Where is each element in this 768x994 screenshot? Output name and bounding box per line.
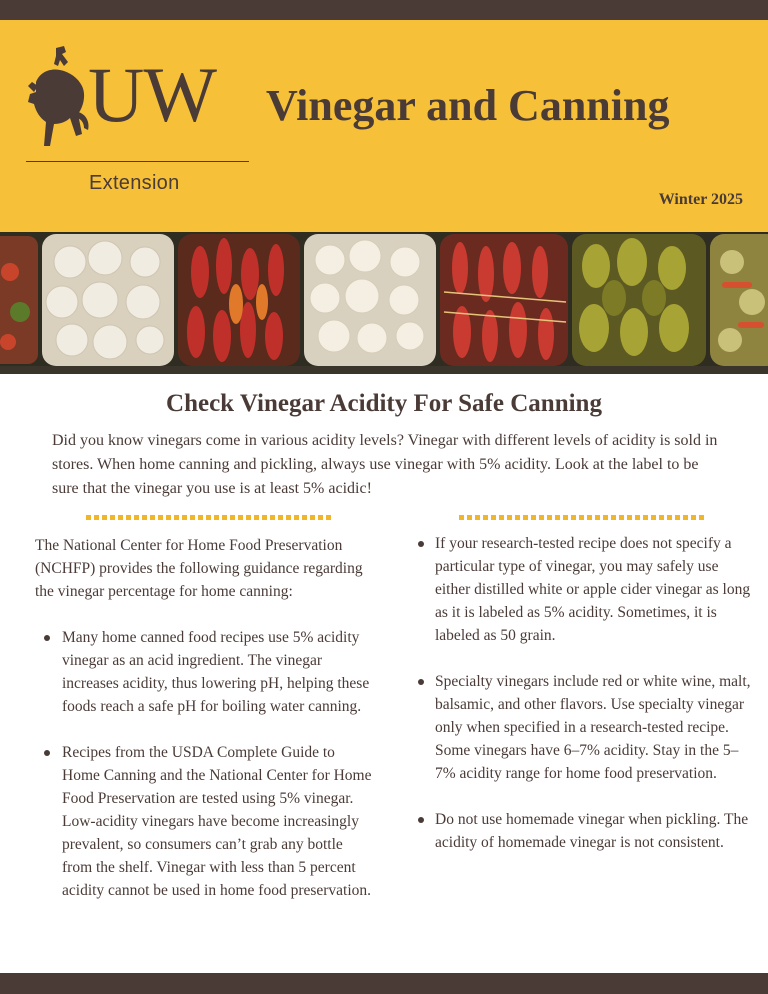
uw-extension-logo <box>26 42 250 202</box>
right-column <box>412 532 757 877</box>
bullet-icon <box>418 679 424 685</box>
list-item <box>35 741 375 902</box>
bullet-icon <box>418 541 424 547</box>
top-bar <box>0 0 768 20</box>
left-bullet-list <box>35 626 375 902</box>
bullet-icon <box>44 635 50 641</box>
list-item-text: Do not use homemade vinegar when pickling. The acidity of homemade vinegar is not consistent. <box>435 811 749 851</box>
list-item-text: Many home canned food recipes use 5% acidity vinegar as an acid ingredient. The vinegar increases acidity, thus lowering pH, helping these foods reach a safe pH for boiling water canning. <box>62 629 370 715</box>
logo-subtitle: Extension <box>89 172 180 194</box>
list-item-text: Specialty vinegars include red or white wine, malt, balsamic, and other flavors. Use specialty vinegar only when specified in a research-tested recipe. Some vinegars have 6–7% acidity. Stay in the 5–7% acidity range for home food preservation. <box>435 673 751 782</box>
right-dotted-divider <box>459 515 706 520</box>
article-headline: Check Vinegar Acidity For Safe Canning <box>166 390 602 417</box>
issue-date: Winter 2025 <box>658 191 743 208</box>
logo-wordmark: UW <box>88 51 216 138</box>
bullet-icon <box>44 750 50 756</box>
right-bullet-list <box>412 532 757 854</box>
left-column <box>35 534 375 925</box>
article-intro: Did you know vinegars come in various acidity levels? Vinegar with different levels of acidity is sold in stores. When home canning and pickling, always use vinegar with 5% acidity. Look at the label to be sure that the vinegar you use is at least 5% acidic! <box>52 432 718 497</box>
list-item <box>412 670 757 785</box>
list-item-text: Recipes from the USDA Complete Guide to Home Canning and the National Center for Home Food Preservation are tested using 5% vinegar. Low-acidity vinegars have become increasingly prevalent, so consumers can’t grab any bottle from the shelf. Vinegar with less than 5 percent acidity cannot be used in home food preservation. <box>62 744 372 899</box>
logo-divider <box>26 161 249 162</box>
page-title: Vinegar and Canning <box>266 81 670 130</box>
left-dotted-divider <box>86 515 333 520</box>
bottom-bar <box>0 973 768 994</box>
list-item-text: If your research-tested recipe does not specify a particular type of vinegar, you may safely use either distilled white or apple cider vinegar as long as it is labeled as 5% acidity. Sometimes, it is labeled as 50 grain. <box>435 535 751 644</box>
pickled-jars-photo <box>0 232 768 374</box>
list-item <box>412 532 757 647</box>
list-item <box>412 808 757 854</box>
left-column-lead: The National Center for Home Food Preservation (NCHFP) provides the following guidance regarding the vinegar percentage for home canning: <box>35 537 363 600</box>
pickled-jars-banner <box>0 232 768 374</box>
bullet-icon <box>418 817 424 823</box>
list-item <box>35 626 375 718</box>
